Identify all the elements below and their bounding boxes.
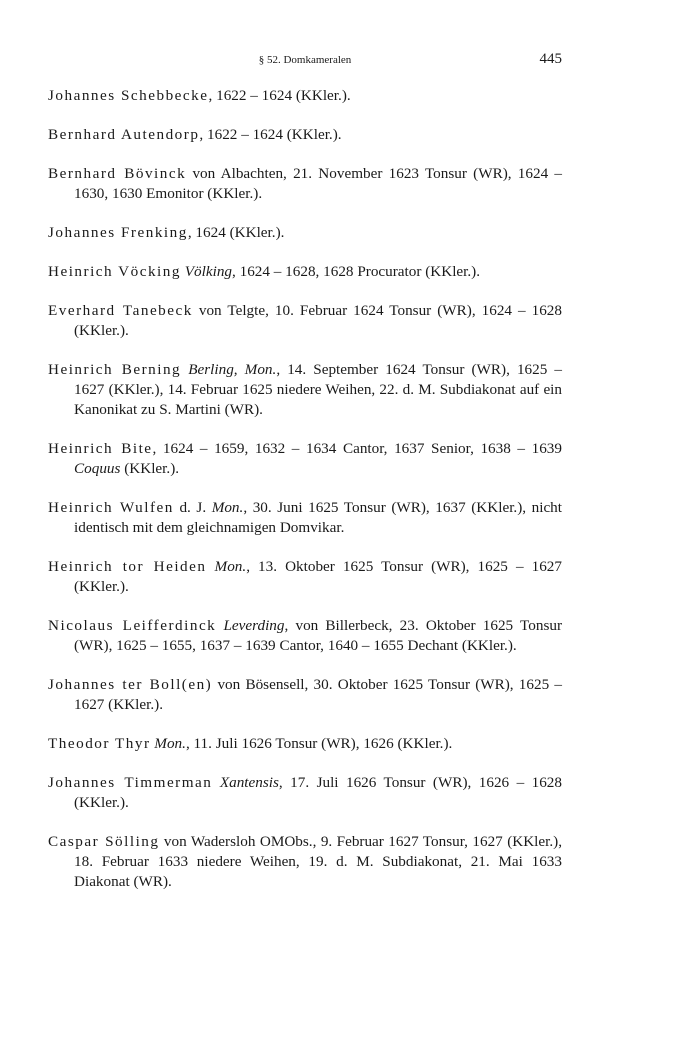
person-name: Bernhard Bövinck: [48, 165, 187, 182]
italic-variant: Mon.: [154, 735, 186, 752]
person-name: Johannes ter Boll(en): [48, 676, 213, 693]
list-item: [48, 301, 562, 341]
entry-list: [48, 86, 562, 911]
entry-text: d. J.: [173, 499, 212, 516]
list-item: [48, 360, 562, 420]
person-name: Johannes Schebbecke: [48, 87, 209, 104]
page-number: 445: [539, 51, 562, 67]
italic-variant: Coquus: [74, 460, 121, 477]
entry-text: (KKler.).: [120, 460, 180, 477]
italic-variant: Mon.: [211, 499, 244, 516]
list-item: [48, 616, 562, 656]
entry-text: von Albachten, 21. November 1623 Tonsur (WR), 1624 – 1630, 1630 Emonitor (KKler.).: [74, 165, 562, 202]
list-item: [48, 439, 562, 479]
entry-text: von Wadersloh OMObs., 9. Februar 1627 Tonsur, 1627 (KKler.), 18. Februar 1633 niedere Weihen, 19. d. M. Subdiakonat, 21. Mai 1633 Diakonat (WR).: [74, 833, 563, 890]
entry-text: , 11. Juli 1626 Tonsur (WR), 1626 (KKler.).: [185, 735, 453, 752]
list-item: [48, 675, 562, 715]
person-name: Heinrich Bite: [48, 440, 153, 457]
list-item: [48, 832, 562, 892]
person-name: Heinrich Berning: [48, 361, 182, 378]
list-item: [48, 734, 562, 754]
list-item: [48, 557, 562, 597]
entry-text: , 1624 (KKler.).: [187, 224, 285, 241]
list-item: [48, 86, 562, 106]
list-item: [48, 125, 562, 145]
list-item: [48, 498, 562, 538]
entry-text: , 17. Juli 1626 Tonsur (WR), 1626 – 1628 (KKler.).: [74, 774, 562, 811]
person-name: Everhard Tanebeck: [48, 302, 193, 319]
page-header: [48, 51, 562, 69]
person-name: Heinrich Vöcking: [48, 263, 181, 280]
entry-text: , von Billerbeck, 23. Oktober 1625 Tonsur (WR), 1625 – 1655, 1637 – 1639 Cantor, 1640 – 1655 Dechant (KKler.).: [74, 617, 563, 654]
running-title: § 52. Domkameralen: [258, 54, 352, 66]
list-item: [48, 773, 562, 813]
entry-text: , 13. Oktober 1625 Tonsur (WR), 1625 – 1627 (KKler.).: [74, 558, 562, 595]
entry-text: , 30. Juni 1625 Tonsur (WR), 1637 (KKler.), nicht identisch mit dem gleichnamigen Domvikar.: [74, 499, 562, 536]
person-name: Johannes Timmerman: [48, 774, 213, 791]
entry-text: , 1622 – 1624 (KKler.).: [208, 87, 351, 104]
person-name: Theodor Thyr: [48, 735, 151, 752]
italic-variant: Leverding: [223, 617, 285, 634]
italic-variant: Berling, Mon.: [188, 361, 277, 378]
entry-text: [206, 558, 214, 575]
entry-text: , 1622 – 1624 (KKler.).: [199, 126, 342, 143]
person-name: Nicolaus Leifferdinck: [48, 617, 217, 634]
person-name: Johannes Frenking: [48, 224, 188, 241]
list-item: [48, 262, 562, 282]
list-item: [48, 164, 562, 204]
entry-text: [212, 774, 219, 791]
person-name: Heinrich tor Heiden: [48, 558, 207, 575]
person-name: Heinrich Wulfen: [48, 499, 174, 516]
entry-text: von Bösensell, 30. Oktober 1625 Tonsur (WR), 1625 – 1627 (KKler.).: [74, 676, 562, 713]
italic-variant: Völking: [184, 263, 233, 280]
person-name: Caspar Sölling: [48, 833, 160, 850]
entry-text: von Telgte, 10. Februar 1624 Tonsur (WR), 1624 – 1628 (KKler.).: [74, 302, 562, 339]
italic-variant: Xantensis: [219, 774, 279, 791]
entry-text: , 14. September 1624 Tonsur (WR), 1625 – 1627 (KKler.), 14. Februar 1625 niedere Weihen, 22. d. M. Subdiakonat auf ein Kanonikat zu S. Martini (WR).: [74, 361, 562, 418]
entry-text: , 1624 – 1628, 1628 Procurator (KKler.).: [232, 263, 481, 280]
entry-text: , 1624 – 1659, 1632 – 1634 Cantor, 1637 Senior, 1638 – 1639: [152, 440, 562, 457]
list-item: [48, 223, 562, 243]
person-name: Bernhard Autendorp: [48, 126, 200, 143]
italic-variant: Mon.: [214, 558, 247, 575]
